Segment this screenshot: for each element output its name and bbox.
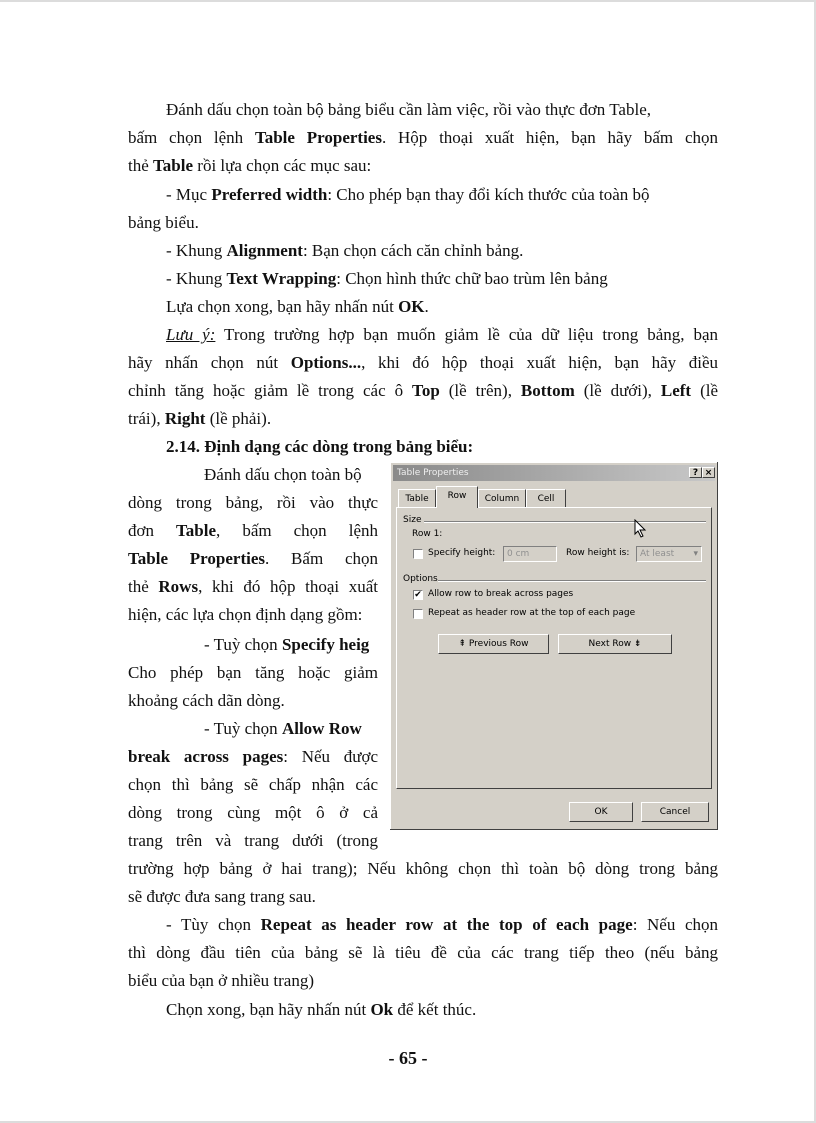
- options-group-label: Options: [403, 574, 438, 584]
- sec-line10: - Tuỳ chọn Allow Row: [204, 719, 362, 738]
- allow-break-label: Allow row to break across pages: [428, 589, 574, 599]
- sec-line15: trường hợp bảng ở hai trang); Nếu không chọn thì toàn bộ dòng trong bảng: [128, 859, 718, 878]
- final-line: Chọn xong, bạn hãy nhấn nút Ok để kết thúc.: [166, 1000, 477, 1019]
- sec-line11: break across pages: Nếu được: [128, 747, 378, 766]
- tab-row[interactable]: Row: [436, 486, 478, 508]
- sec-line3: đơn Table, bấm chọn lệnh: [128, 521, 378, 540]
- item-alignment: - Khung Alignment: Bạn chọn cách căn chỉnh bảng.: [166, 241, 524, 260]
- note-line4: trái), Right (lề phải).: [128, 409, 272, 428]
- sec-line7: - Tuỳ chọn Specify heig: [204, 635, 370, 654]
- sec-line2: dòng trong bảng, rồi vào thực: [128, 493, 378, 512]
- options-group-line: [438, 580, 706, 582]
- tab-column[interactable]: Column: [478, 489, 526, 507]
- ok-button[interactable]: OK: [569, 802, 633, 822]
- repeat-header-label: Repeat as header row at the top of each page: [428, 608, 636, 618]
- sec-line12: chọn thì bảng sẽ chấp nhận các: [128, 775, 378, 794]
- size-group-label: Size: [403, 515, 422, 525]
- specify-height-checkbox[interactable]: [413, 549, 423, 559]
- page-number: - 65 -: [388, 1048, 428, 1068]
- sec-line6: hiện, các lựa chọn định dạng gồm:: [128, 605, 363, 624]
- chevron-down-icon: ▾: [693, 549, 698, 559]
- sec-line8: Cho phép bạn tăng hoặc giảm: [128, 663, 378, 682]
- tab-table[interactable]: Table: [398, 489, 436, 507]
- para1-line1: Đánh dấu chọn toàn bộ bảng biểu cần làm việc, rồi vào thực đơn Table,: [166, 100, 651, 119]
- dialog-title-bar: [393, 465, 715, 481]
- item-ok: Lựa chọn xong, bạn hãy nhấn nút OK.: [166, 297, 429, 316]
- sec-line16: sẽ được đưa sang trang sau.: [128, 887, 316, 906]
- size-group-line: [424, 521, 706, 523]
- table-properties-dialog: [390, 462, 718, 830]
- item-preferred-width: - Mục Preferred width: Cho phép bạn thay đổi kích thước của toàn bộ: [166, 185, 650, 204]
- repeat-line1: - Tùy chọn Repeat as header row at the top of each page: Nếu chọn: [166, 915, 719, 934]
- repeat-line3: biểu của bạn ở nhiều trang): [128, 971, 315, 990]
- next-row-button[interactable]: Next Row ⇟: [558, 634, 672, 654]
- item-text-wrapping: - Khung Text Wrapping: Chọn hình thức chữ bao trùm lên bảng: [166, 269, 608, 288]
- sec-line14: trang trên và trang dưới (trong: [128, 831, 378, 850]
- specify-height-label: Specify height:: [428, 548, 496, 558]
- repeat-header-checkbox[interactable]: [413, 609, 423, 619]
- section-heading: 2.14. Định dạng các dòng trong bảng biểu:: [166, 437, 474, 456]
- note-line3: chỉnh tăng hoặc giảm lề trong các ô Top (lề trên), Bottom (lề dưới), Left (lề: [128, 381, 718, 400]
- para1-line2: bấm chọn lệnh Table Properties. Hộp thoại xuất hiện, bạn hãy bấm chọn: [128, 128, 718, 147]
- tab-cell[interactable]: Cell: [526, 489, 566, 507]
- height-input[interactable]: 0 cm: [503, 546, 557, 562]
- sec-line5: thẻ Rows, khi đó hộp thoại xuất: [128, 577, 378, 596]
- close-button[interactable]: ×: [702, 467, 715, 478]
- row-height-select[interactable]: At least ▾: [636, 546, 702, 562]
- row-number-label: Row 1:: [412, 529, 443, 539]
- note-line1: Lưu ý: Trong trường hợp bạn muốn giảm lề của dữ liệu trong bảng, bạn: [166, 325, 718, 344]
- sec-line4: Table Properties. Bấm chọn: [128, 549, 379, 568]
- allow-break-checkbox[interactable]: ✔: [414, 590, 422, 600]
- mouse-cursor-icon: [634, 519, 648, 539]
- note-line2: hãy nhấn chọn nút Options..., khi đó hộp thoại xuất hiện, bạn hãy điều: [128, 353, 718, 372]
- row-height-is-label: Row height is:: [566, 548, 630, 558]
- cancel-button[interactable]: Cancel: [641, 802, 709, 822]
- para1-line3: thẻ Table rồi lựa chọn các mục sau:: [128, 156, 372, 175]
- sec-line9: khoảng cách dãn dòng.: [128, 691, 285, 710]
- item-preferred-width-cont: bảng biểu.: [128, 213, 199, 232]
- previous-row-button[interactable]: ⇞ Previous Row: [438, 634, 549, 654]
- repeat-line2: thì dòng đầu tiên của bảng sẽ là tiêu đề của các trang tiếp theo (nếu bảng: [128, 943, 718, 962]
- help-button[interactable]: ?: [689, 467, 702, 478]
- sec-line13: dòng trong cùng một ô ở cả: [128, 803, 378, 822]
- dialog-title: Table Properties: [397, 468, 469, 478]
- sec-line1: Đánh dấu chọn toàn bộ: [204, 465, 362, 484]
- page-border-top: [0, 0, 816, 2]
